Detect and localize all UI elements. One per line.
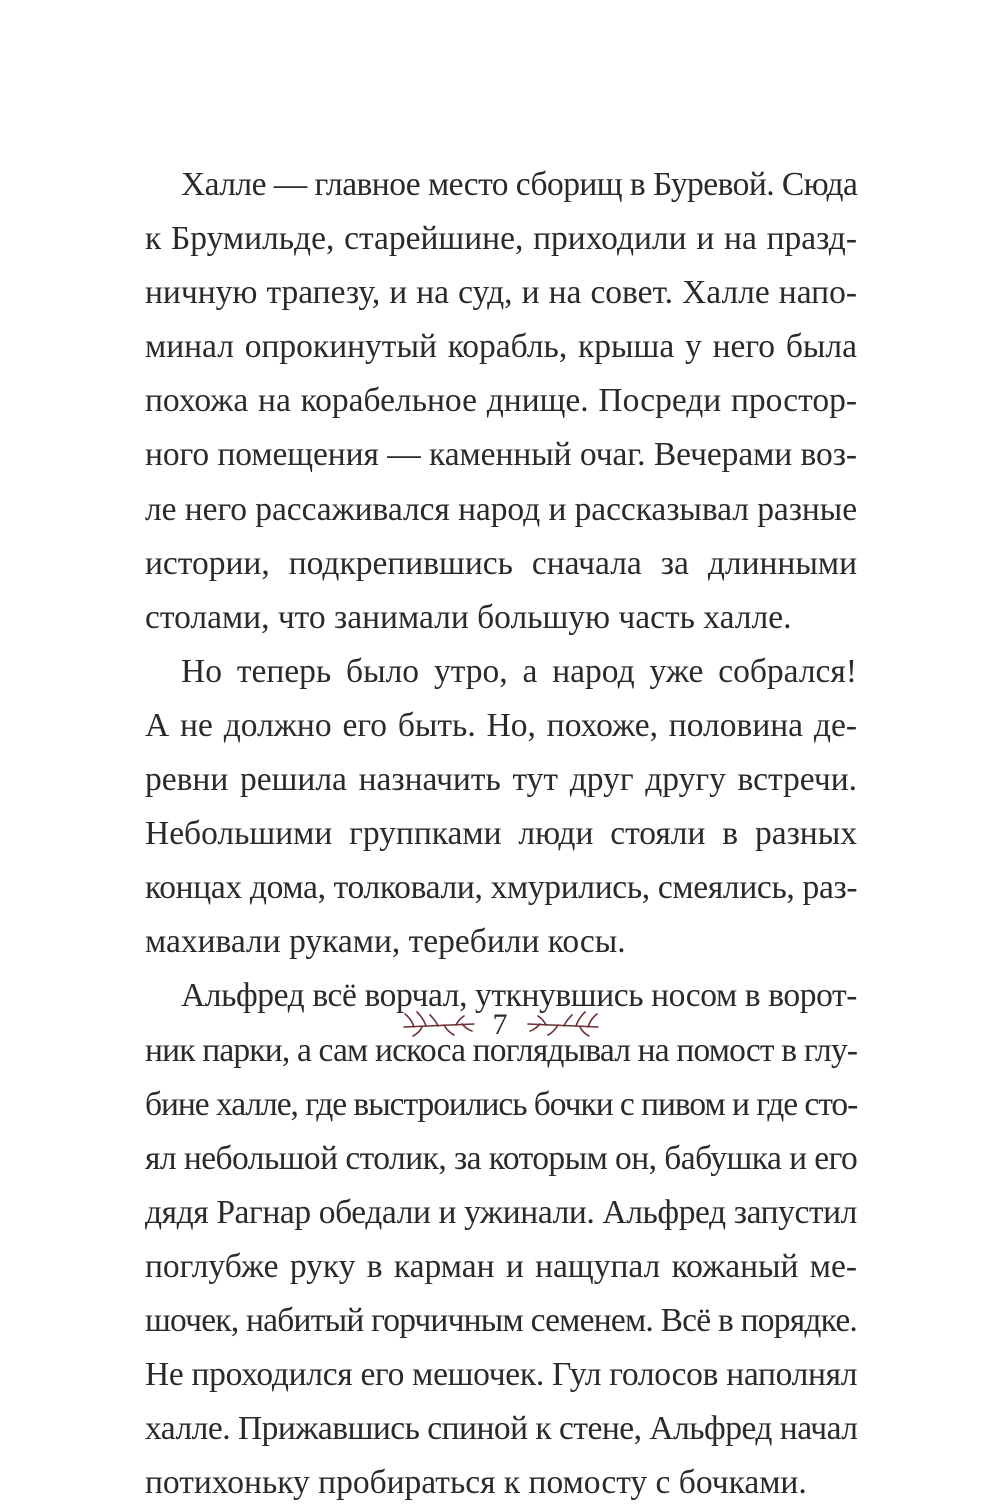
text-line: Халле — главное место сборищ в Буревой. Сюда [181, 166, 858, 203]
text-line: шочек, набитый горчичным семенем. Всё в порядке. [145, 1301, 858, 1339]
text-line: бине халле, где выстроились бочки с пивом и где сто- [145, 1085, 858, 1123]
text-line: Не проходился его мешочек. Гул голосов наполнял [145, 1356, 858, 1394]
right-branch-ornament-icon [524, 1003, 602, 1043]
text-line: ле него рассаживался народ и рассказывал разные [145, 490, 857, 528]
text-line: похожа на корабельное днище. Посреди простор- [145, 382, 857, 420]
text-line: махивали руками, теребили косы. [145, 923, 626, 961]
text-line: поглубже руку в карман и нащупал кожаный ме- [145, 1247, 857, 1285]
text-line: истории, подкрепившись сначала за длинными [145, 544, 857, 582]
text-line: ревни решила назначить тут друг другу встречи. [145, 761, 857, 799]
text-line: минал опрокинутый корабль, крыша у него была [145, 328, 857, 366]
text-line: Небольшими группками люди стояли в разных [145, 815, 857, 853]
text-line: ник парки, а сам искоса поглядывал на помост в глу- [145, 1031, 858, 1069]
text-line: к Брумильде, старейшине, приходили и на празд- [145, 220, 857, 258]
text-line: ял небольшой столик, за которым он, бабушка и его [145, 1139, 858, 1177]
text-line: ничную трапезу, и на суд, и на совет. Халле напо- [145, 274, 857, 312]
text-line: Но теперь было утро, а народ уже собрался! [181, 652, 857, 690]
left-branch-ornament-icon [400, 1003, 478, 1043]
text-line: Альфред всё ворчал, уткнувшись носом в ворот- [181, 977, 857, 1015]
text-line: потихоньку пробираться к помосту с бочками. [145, 1464, 807, 1502]
text-line: дядя Рагнар обедали и ужинали. Альфред запустил [145, 1193, 857, 1231]
text-line: А не должно его быть. Но, похоже, половина де- [145, 706, 857, 744]
text-line: халле. Прижавшись спиной к стене, Альфред начал [145, 1410, 858, 1448]
text-line: ного помещения — каменный очаг. Вечерами воз- [145, 436, 857, 474]
page-number: 7 [492, 1008, 508, 1041]
text-line: концах дома, толковали, хмурились, смеялись, раз- [145, 869, 858, 907]
text-line: столами, что занимали большую часть халле. [145, 598, 792, 636]
body-text [145, 158, 857, 1510]
